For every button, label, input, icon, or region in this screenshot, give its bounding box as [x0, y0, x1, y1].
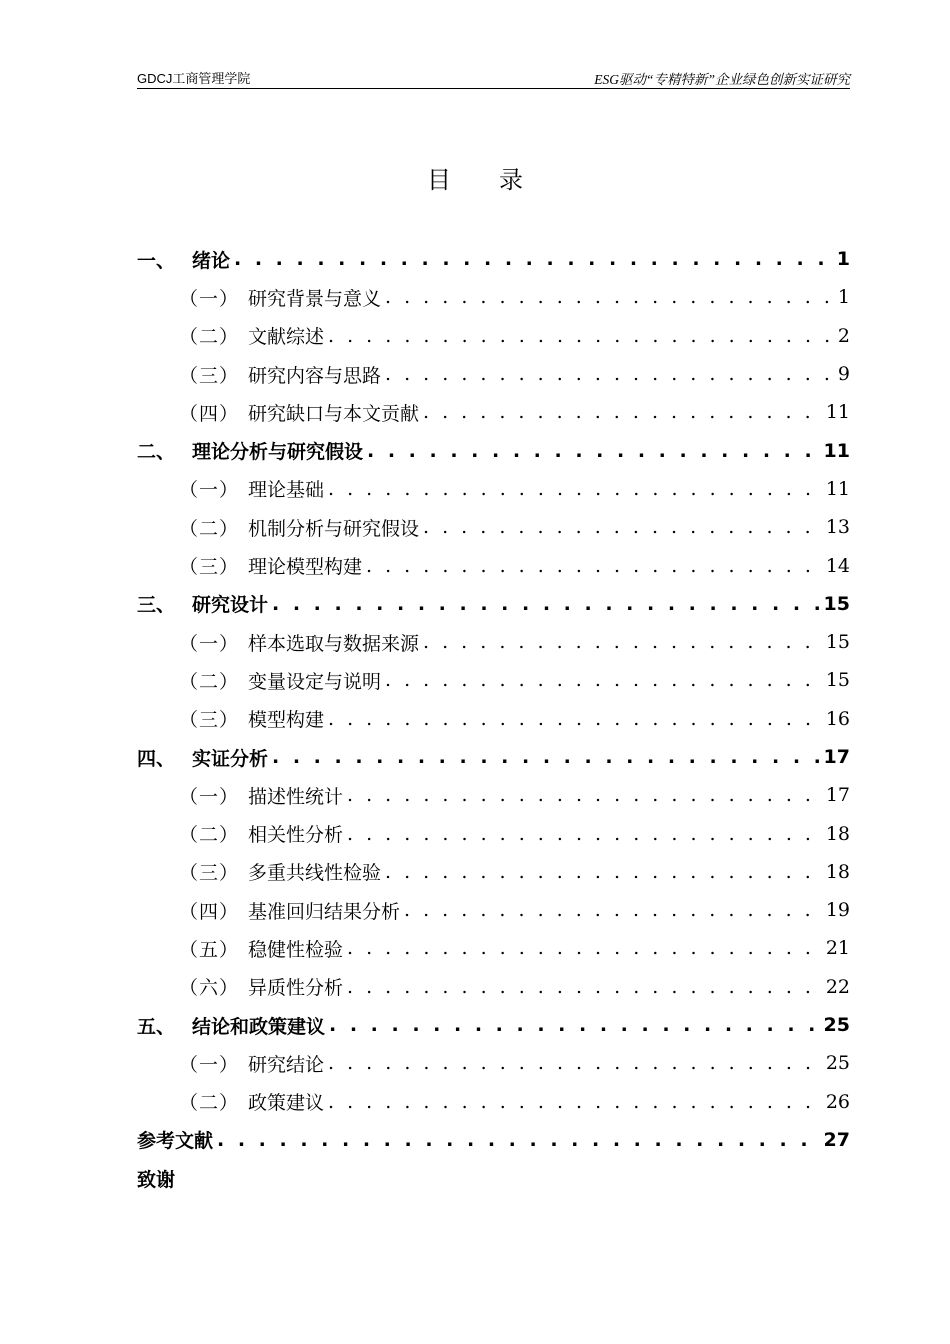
toc-entry-label [179, 399, 419, 426]
toc-page-number: 15 [825, 669, 850, 692]
toc-entry-label [179, 284, 381, 311]
toc-page-number: 11 [825, 401, 850, 424]
toc-entry-text: 理论基础 [248, 479, 325, 502]
toc-entry-number: （四） [179, 900, 240, 923]
toc-entry-label [179, 705, 324, 732]
toc-entry-text: 变量设定与说明 [248, 670, 382, 693]
toc-section-entry[interactable] [137, 508, 850, 546]
toc-leader-dots [328, 325, 834, 347]
toc-section-entry[interactable] [137, 661, 850, 699]
toc-section-entry[interactable] [137, 278, 850, 316]
toc-entry-label [179, 820, 343, 847]
toc-entry-text: 多重共线性检验 [248, 862, 382, 885]
toc-entry-text: 相关性分析 [248, 824, 344, 847]
toc-leader-dots [367, 440, 820, 462]
toc-entry-number: （三） [179, 556, 240, 579]
toc-entry-label [137, 1165, 175, 1192]
header-school: GDCJ工商管理学院 [137, 71, 251, 86]
toc-page-number: 15 [823, 592, 850, 615]
toc-entry-number: （三） [179, 709, 240, 732]
toc-section-entry[interactable] [137, 891, 850, 929]
toc-chapter-entry[interactable] [137, 1006, 850, 1044]
toc-page-number: 21 [825, 937, 850, 960]
toc-page-number: 11 [825, 477, 850, 500]
toc-leader-dots [366, 555, 822, 577]
toc-entry-text: 描述性统计 [248, 785, 344, 808]
toc-entry-text: 研究设计 [192, 594, 269, 617]
toc-entry-text: 异质性分析 [248, 977, 344, 1000]
toc-entry-label [137, 590, 268, 617]
toc-entry-label [179, 629, 419, 656]
toc-entry-number: （二） [179, 670, 240, 693]
toc-entry-number: （二） [179, 1092, 240, 1115]
toc-leader-dots [328, 478, 822, 500]
toc-section-entry[interactable] [137, 355, 850, 393]
toc-section-entry[interactable] [137, 1083, 850, 1121]
toc-entry-number: （五） [179, 938, 240, 961]
toc-page-number: 27 [823, 1128, 850, 1151]
toc-chapter-entry[interactable] [137, 1121, 850, 1159]
toc-section-entry[interactable] [137, 470, 850, 508]
toc-page-number: 2 [837, 324, 850, 347]
toc-page-number: 25 [823, 1014, 850, 1037]
toc-leader-dots [328, 708, 822, 730]
toc-entry-text: 稳健性检验 [248, 938, 344, 961]
toc-entry-text: 文献综述 [248, 326, 325, 349]
toc-entry-label [179, 514, 419, 541]
toc-entry-label [179, 1088, 324, 1115]
toc-page-number: 17 [825, 784, 850, 807]
toc-entry-text: 参考文献 [137, 1130, 214, 1153]
toc-entry-text: 结论和政策建议 [192, 1015, 326, 1038]
toc-entry-number: 三、 [137, 594, 176, 617]
toc-chapter-entry[interactable] [137, 738, 850, 776]
toc-entry-text: 模型构建 [248, 709, 325, 732]
toc-page-number: 1 [837, 286, 850, 309]
toc-entry-label [179, 897, 400, 924]
toc-page-number: 26 [825, 1090, 850, 1113]
toc-page-number: 14 [825, 554, 850, 577]
toc-chapter-entry[interactable] [137, 585, 850, 623]
toc-entry-label [179, 475, 324, 502]
toc-entry-number: （三） [179, 364, 240, 387]
toc-leader-dots [423, 401, 822, 423]
toc-leader-dots [272, 593, 820, 615]
toc-section-entry[interactable] [137, 317, 850, 355]
toc-page-number: 16 [825, 707, 850, 730]
toc-entry-number: （四） [179, 402, 240, 425]
toc-page-number: 22 [825, 975, 850, 998]
toc-entry-label [137, 744, 268, 771]
toc-leader-dots [347, 976, 822, 998]
toc-entry-label [179, 935, 343, 962]
toc-entry-text: 实证分析 [192, 747, 269, 770]
table-of-contents [137, 240, 850, 1197]
toc-entry-number: （一） [179, 1053, 240, 1076]
toc-entry-number: （一） [179, 287, 240, 310]
toc-entry-text: 研究结论 [248, 1053, 325, 1076]
toc-entry-number: （三） [179, 862, 240, 885]
toc-leader-dots [404, 899, 822, 921]
toc-leader-dots [234, 248, 833, 270]
toc-leader-dots [385, 861, 822, 883]
toc-entry-number: （二） [179, 517, 240, 540]
toc-entry-number: （一） [179, 632, 240, 655]
toc-entry-number: 一、 [137, 249, 176, 272]
toc-entry-label [179, 322, 324, 349]
toc-entry-text: 样本选取与数据来源 [248, 632, 420, 655]
toc-section-entry[interactable] [137, 623, 850, 661]
toc-page-number: 13 [825, 516, 850, 539]
toc-entry-number: 二、 [137, 441, 176, 464]
toc-section-entry[interactable] [137, 929, 850, 967]
toc-page-number: 18 [825, 822, 850, 845]
toc-chapter-entry[interactable] [137, 240, 850, 278]
toc-page-number: 1 [836, 248, 850, 271]
toc-leader-dots [347, 784, 822, 806]
toc-entry-label [179, 667, 381, 694]
toc-leader-dots [385, 363, 834, 385]
header-thesis-title: ESG驱动“专精特新”企业绿色创新实证研究 [594, 72, 850, 87]
toc-entry-label [137, 437, 363, 464]
toc-page-number: 19 [825, 899, 850, 922]
toc-chapter-entry[interactable] [137, 431, 850, 469]
toc-entry-number: 五、 [137, 1015, 176, 1038]
toc-leader-dots [217, 1129, 820, 1151]
toc-page-number: 9 [837, 363, 850, 386]
toc-section-entry[interactable] [137, 546, 850, 584]
toc-section-entry[interactable] [137, 776, 850, 814]
toc-entry-text: 研究缺口与本文贡献 [248, 402, 420, 425]
toc-entry-number: 四、 [137, 747, 176, 770]
toc-entry-text: 机制分析与研究假设 [248, 517, 420, 540]
toc-entry-text: 研究背景与意义 [248, 287, 382, 310]
toc-page-number: 11 [823, 439, 850, 462]
toc-leader-dots [328, 1052, 822, 1074]
toc-entry-text: 理论模型构建 [248, 556, 363, 579]
toc-section-entry[interactable] [137, 853, 850, 891]
toc-entry-label [179, 552, 362, 579]
toc-entry-number: （一） [179, 785, 240, 808]
toc-entry-text: 致谢 [137, 1168, 176, 1191]
toc-section-entry[interactable] [137, 393, 850, 431]
toc-leader-dots [347, 937, 822, 959]
toc-page-number: 18 [825, 860, 850, 883]
toc-leader-dots [328, 1091, 822, 1113]
toc-entry-label [179, 973, 343, 1000]
toc-entry-text: 基准回归结果分析 [248, 900, 401, 923]
toc-entry-label [179, 782, 343, 809]
toc-entry-label [179, 361, 381, 388]
toc-leader-dots [423, 516, 822, 538]
toc-entry-text: 研究内容与思路 [248, 364, 382, 387]
toc-section-entry[interactable] [137, 814, 850, 852]
toc-leader-dots [423, 631, 822, 653]
toc-entry-label [137, 1126, 213, 1153]
toc-entry-text: 绪论 [192, 249, 231, 272]
toc-entry-number: （六） [179, 977, 240, 1000]
toc-leader-dots [329, 1014, 820, 1036]
toc-entry-number: （二） [179, 824, 240, 847]
toc-entry-number: （一） [179, 479, 240, 502]
toc-leader-dots [347, 823, 822, 845]
page-header [137, 66, 850, 89]
toc-entry-label [137, 246, 230, 273]
toc-leader-dots [385, 669, 822, 691]
toc-page-number: 15 [825, 631, 850, 654]
toc-page-number: 17 [823, 746, 850, 768]
toc-title: 目录 [427, 166, 571, 194]
toc-page-number: 25 [825, 1052, 850, 1075]
toc-entry-text: 政策建议 [248, 1092, 325, 1115]
toc-leader-dots [385, 286, 834, 308]
toc-section-entry[interactable] [137, 1044, 850, 1082]
toc-leader-dots [272, 746, 820, 768]
toc-entry-label [179, 858, 381, 885]
toc-section-entry[interactable] [137, 968, 850, 1006]
toc-entry-text: 理论分析与研究假设 [192, 441, 364, 464]
toc-chapter-entry[interactable] [137, 1159, 850, 1197]
toc-section-entry[interactable] [137, 700, 850, 738]
toc-entry-label [137, 1012, 325, 1039]
toc-entry-number: （二） [179, 326, 240, 349]
toc-entry-label [179, 1050, 324, 1077]
